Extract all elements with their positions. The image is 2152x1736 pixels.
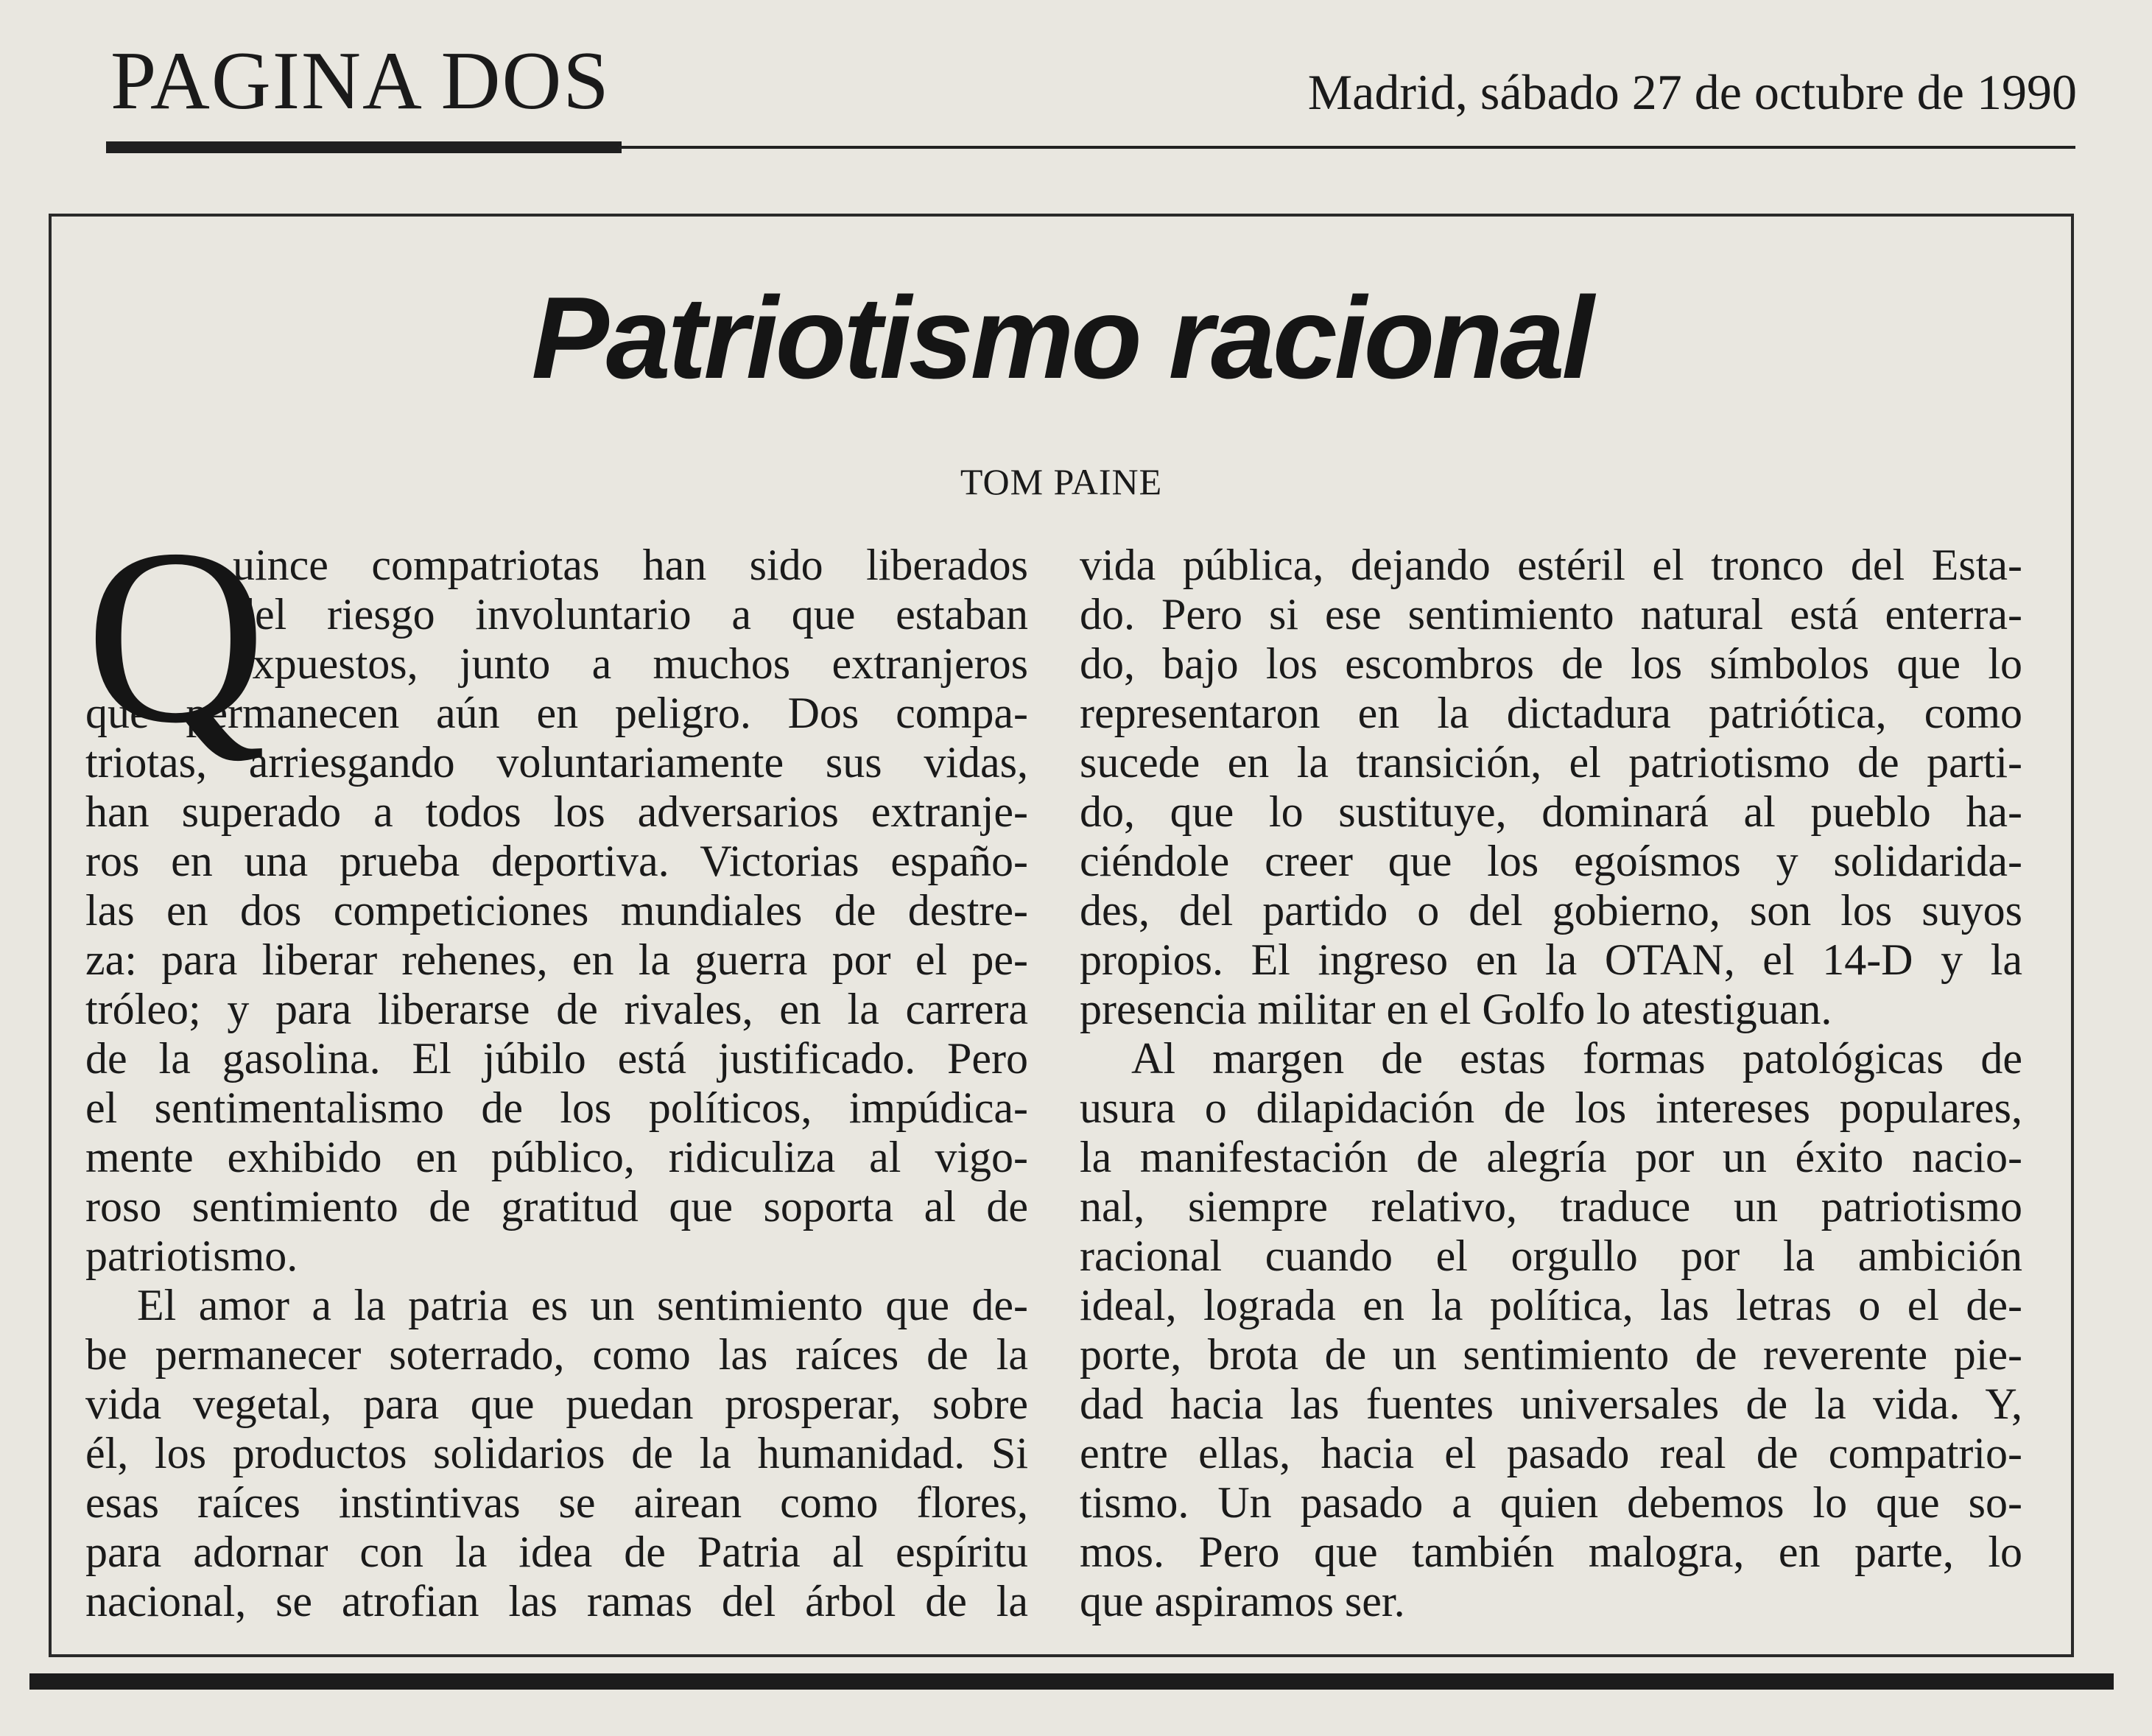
text-line: racional cuando el orgullo por la ambición [1080,1231,2022,1280]
text-line: nacional, se atrofian las ramas del árbol de la [85,1577,1028,1626]
text-line: representaron en la dictadura patriótica, como [1080,689,2022,737]
text-line: vida pública, dejando estéril el tronco del Esta- [1080,541,2022,589]
text-line: ideal, lograda en la política, las letras o el de- [1080,1281,2022,1329]
section-title-underline [106,141,622,153]
bottom-rule [29,1673,2114,1690]
text-line: él, los productos solidarios de la humanidad. Si [85,1429,1028,1477]
article-column-left [85,497,1028,1626]
article-column-right [1080,541,2022,1626]
text-line: expuestos, junto a muchos extranjeros [233,639,1028,688]
section-title: PAGINA DOS [110,35,611,127]
page-header [110,29,2077,140]
text-line: propios. El ingreso en la OTAN, el 14-D y la [1080,935,2022,984]
text-line: mente exhibido en público, ridiculiza al vigo- [85,1133,1028,1181]
text-line: patriotismo. [85,1231,298,1280]
text-line: el sentimentalismo de los políticos, impúdica- [85,1083,1028,1132]
text-line: esas raíces instintivas se airean como flores, [85,1478,1028,1527]
text-line: para adornar con la idea de Patria al espíritu [85,1528,1028,1576]
text-line: Al margen de estas formas patológicas de [1131,1034,2022,1083]
text-line: za: para liberar rehenes, en la guerra por el pe- [85,935,1028,984]
text-line: han superado a todos los adversarios extranje- [85,787,1028,836]
text-line: del riesgo involuntario a que estaban [233,590,1028,639]
text-line: ros en una prueba deportiva. Victorias españo- [85,837,1028,885]
article-byline: TOM PAINE [960,461,1163,502]
text-line: las en dos competiciones mundiales de destre- [85,886,1028,935]
text-line: que permanecen aún en peligro. Dos compa- [85,689,1028,737]
dateline: Madrid, sábado 27 de octubre de 1990 [1307,64,2077,120]
article-frame [49,214,2074,1657]
text-line: vida vegetal, para que puedan prosperar, sobre [85,1380,1028,1428]
text-line: presencia militar en el Golfo lo atestiguan. [1080,985,1832,1033]
text-line: entre ellas, hacia el pasado real de compatrio- [1080,1429,2022,1477]
text-line: que aspiramos ser. [1080,1577,1405,1626]
text-line: triotas, arriesgando voluntariamente sus vidas, [85,738,1028,787]
text-line: porte, brota de un sentimiento de reverente pie- [1080,1330,2022,1379]
drop-cap: Q [85,497,267,775]
text-line: tróleo; y para liberarse de rivales, en la carrera [85,985,1028,1033]
text-line: ciéndole creer que los egoísmos y solidarida- [1080,837,2022,885]
article-headline: Patriotismo racional [531,273,1592,403]
text-line: sucede en la transición, el patriotismo de parti- [1080,738,2022,787]
text-line: tismo. Un pasado a quien debemos lo que so- [1080,1478,2022,1527]
text-line: usura o dilapidación de los intereses populares, [1080,1083,2022,1132]
text-line: El amor a la patria es un sentimiento que de- [137,1281,1028,1329]
text-line: mos. Pero que también malogra, en parte, lo [1080,1528,2022,1576]
text-line: do, que lo sustituye, dominará al pueblo ha- [1080,787,2022,836]
text-line: la manifestación de alegría por un éxito nacio- [1080,1133,2022,1181]
text-line: de la gasolina. El júbilo está justificado. Pero [85,1034,1028,1083]
text-line: des, del partido o del gobierno, son los suyos [1080,886,2022,935]
text-line: do, bajo los escombros de los símbolos que lo [1080,639,2022,688]
text-line: nal, siempre relativo, traduce un patriotismo [1080,1182,2022,1231]
header-rule [619,146,2075,149]
text-line: do. Pero si ese sentimiento natural está enterra- [1080,590,2022,639]
text-line: be permanecer soterrado, como las raíces de la [85,1330,1028,1379]
text-line: roso sentimiento de gratitud que soporta al de [85,1182,1028,1231]
text-line: dad hacia las fuentes universales de la vida. Y, [1080,1380,2022,1428]
text-line: uince compatriotas han sido liberados [233,541,1028,589]
